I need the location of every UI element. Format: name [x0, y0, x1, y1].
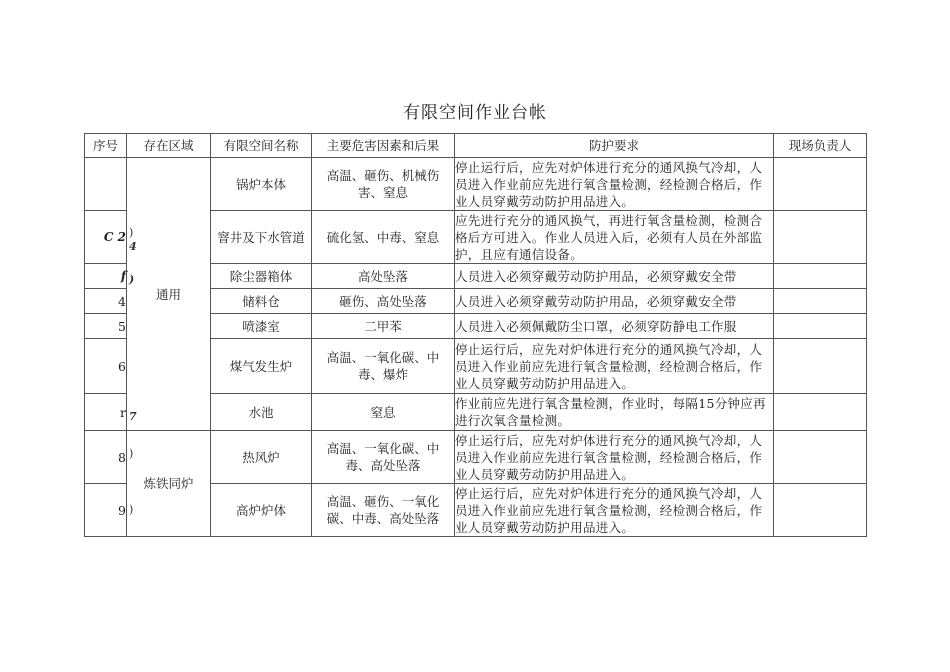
hazard-cell: 砸伤、高处坠落 — [312, 289, 455, 314]
table-row — [85, 158, 867, 211]
header-person: 现场负责人 — [774, 134, 867, 158]
requirement-cell: 应先进行充分的通风换气，再进行氧含量检测，检测合格后方可进入。作业人员进入后，必须有人员在外部监护，且应有通信设备。 — [455, 211, 774, 264]
scan-mark: 7 — [129, 410, 137, 423]
seq-cell: 9 — [85, 484, 127, 537]
scan-mark: ) — [129, 503, 134, 516]
requirement-cell: 停止运行后，应先对炉体进行充分的通风换气冷却，人员进入作业前应先进行氧含量检测，经检测合格后，作业人员穿戴劳动防护用品进入。 — [455, 484, 774, 537]
person-cell — [774, 264, 867, 289]
space-name-cell: 煤气发生炉 — [211, 339, 312, 394]
ledger-table — [84, 133, 867, 537]
header-space-name: 有限空间名称 — [211, 134, 312, 158]
header-hazard: 主要危害因素和后果 — [312, 134, 455, 158]
requirement-cell: 人员进入必须佩戴防尘口罩，必须穿防静电工作服 — [455, 314, 774, 339]
person-cell — [774, 394, 867, 431]
person-cell — [774, 158, 867, 211]
person-cell — [774, 211, 867, 264]
seq-cell: 4 — [85, 289, 127, 314]
header-area: 存在区域 — [127, 134, 211, 158]
area-cell-general — [127, 158, 211, 431]
requirement-cell: 停止运行后，应先对炉体进行充分的通风换气冷却，人员进入作业前应先进行氧含量检测，经检测合格后，作业人员穿戴劳动防护用品进入。 — [455, 431, 774, 484]
space-name-cell: 热风炉 — [211, 431, 312, 484]
seq-cell — [85, 158, 127, 211]
hazard-cell: 高温、一氧化碳、中毒、爆炸 — [312, 339, 455, 394]
space-name-cell: 窨井及下水管道 — [211, 211, 312, 264]
requirement-cell: 停止运行后，应先对炉体进行充分的通风换气冷却，人员进入作业前应先进行氧含量检测，经检测合格后，作业人员穿戴劳动防护用品进入。 — [455, 158, 774, 211]
person-cell — [774, 431, 867, 484]
space-name-cell: 高炉炉体 — [211, 484, 312, 537]
area-label: 炼铁同炉 — [143, 476, 194, 491]
hazard-cell: 高温、砸伤、一氧化碳、中毒、高处坠落 — [312, 484, 455, 537]
header-row — [85, 134, 867, 158]
header-seq: 序号 — [85, 134, 127, 158]
requirement-cell: 人员进入必须穿戴劳动防护用品，必须穿戴安全带 — [455, 264, 774, 289]
hazard-cell: 高处坠落 — [312, 264, 455, 289]
space-name-cell: 储料仓 — [211, 289, 312, 314]
requirement-cell: 作业前应先进行氧含量检测，作业时，每隔15分钟应再进行次氧含量检测。 — [455, 394, 774, 431]
hazard-cell: 硫化氢、中毒、窒息 — [312, 211, 455, 264]
space-name-cell: 锅炉本体 — [211, 158, 312, 211]
person-cell — [774, 339, 867, 394]
seq-cell: 6 — [85, 339, 127, 394]
space-name-cell: 水池 — [211, 394, 312, 431]
space-name-cell: 喷漆室 — [211, 314, 312, 339]
seq-cell: 5 — [85, 314, 127, 339]
person-cell — [774, 484, 867, 537]
area-label: 通用 — [155, 286, 181, 302]
scan-mark: ) — [129, 226, 134, 239]
seq-cell: r — [85, 394, 127, 431]
seq-cell: f — [85, 264, 127, 289]
hazard-cell: 二甲苯 — [312, 314, 455, 339]
scan-mark: 4 — [129, 240, 137, 253]
table-row — [85, 431, 867, 484]
requirement-cell: 人员进入必须穿戴劳动防护用品，必须穿戴安全带 — [455, 289, 774, 314]
space-name-cell: 除尘器箱体 — [211, 264, 312, 289]
seq-cell: C 2 — [85, 211, 127, 264]
requirement-cell: 停止运行后，应先对炉体进行充分的通风换气冷却，人员进入作业前应先进行氧含量检测，经检测合格后，作业人员穿戴劳动防护用品进入。 — [455, 339, 774, 394]
person-cell — [774, 314, 867, 339]
scan-mark: ) — [129, 273, 135, 286]
header-requirement: 防护要求 — [455, 134, 774, 158]
seq-cell: 8 — [85, 431, 127, 484]
hazard-cell: 窒息 — [312, 394, 455, 431]
hazard-cell: 高温、一氧化碳、中毒、高处坠落 — [312, 431, 455, 484]
page-title: 有限空间作业台帐 — [403, 103, 547, 123]
area-cell-ironmaking — [127, 431, 211, 537]
hazard-cell: 高温、砸伤、机械伤害、窒息 — [312, 158, 455, 211]
person-cell — [774, 289, 867, 314]
scan-mark: ) — [129, 447, 134, 460]
